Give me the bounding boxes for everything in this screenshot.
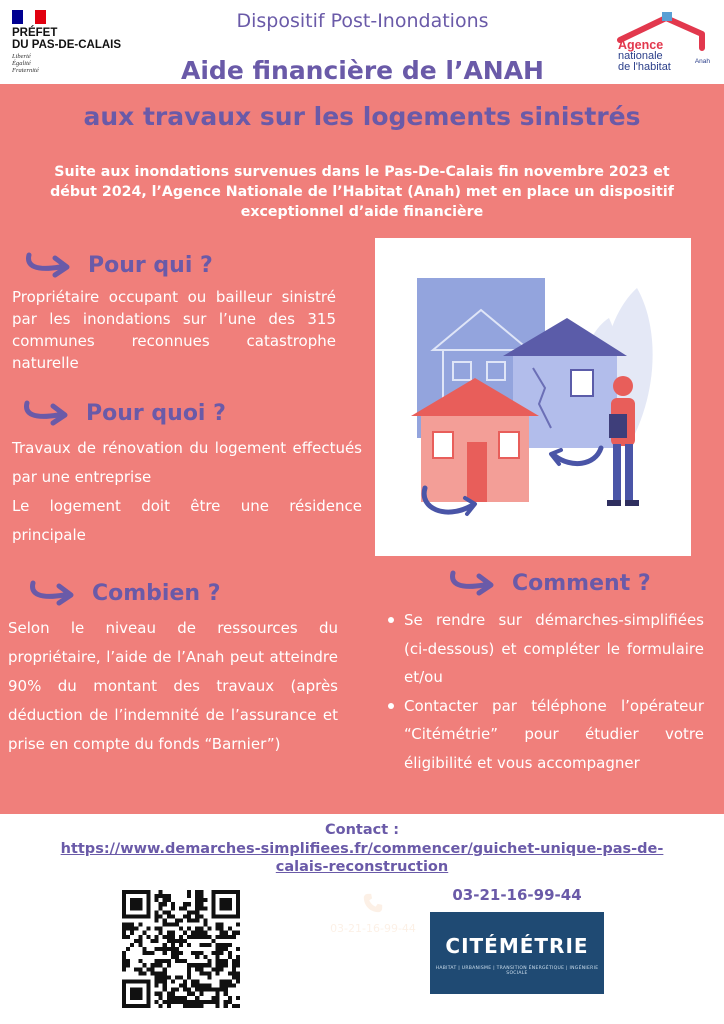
contact-url-link[interactable]: https://www.demarches-simplifiees.fr/commencer/guichet-unique-pas-de-calais-reconstruction	[60, 841, 664, 875]
main-title: Aide financière de l’ANAH	[181, 56, 544, 85]
curved-arrow-icon	[448, 570, 496, 596]
intro-text: Suite aux inondations survenues dans le Pas-De-Calais fin novembre 2023 et début 2024, l’Agence Nationale de l’Habitat (Anah) met en place un dispositif exceptionnel d’aide financière	[50, 164, 674, 220]
combien-text: Selon le niveau de ressources du propriétaire, l’aide de l’Anah peut atteindre 90% du montant des travaux (après déduction de l’indemnité de l’assurance et prise en compte du fonds “Barnier”)	[8, 619, 338, 753]
prefet-line: DU PAS-DE-CALAIS	[12, 39, 122, 51]
pour-qui-text: Propriétaire occupant ou bailleur sinistré par les inondations sur l’une des 315 communes reconnues catastrophe naturelle	[12, 288, 336, 372]
curved-arrow-icon	[22, 400, 70, 426]
devise: Liberté Égalité Fraternité	[12, 53, 39, 74]
pour-quoi-text	[12, 434, 362, 550]
citemetrie-name: CITÉMÉTRIE	[445, 934, 589, 958]
phone-icon	[362, 892, 384, 914]
section-title: Pour qui ?	[88, 252, 213, 278]
section-comment-heading	[448, 570, 651, 596]
anah-logo: Agence nationale de l'habitat Anah	[606, 12, 712, 82]
house-illustration	[375, 238, 691, 556]
contact-label: Contact :	[324, 822, 399, 838]
page-subtitle: Dispositif Post-Inondations	[236, 10, 489, 32]
section-title: Combien ?	[92, 580, 221, 606]
prefet-logo	[12, 10, 142, 74]
section-pour-quoi-heading	[22, 400, 226, 426]
phone-number[interactable]: 03-21-16-99-44	[452, 886, 582, 904]
citemetrie-logo	[430, 912, 604, 994]
list-item: Se rendre sur démarches-simplifiées (ci-dessous) et compléter le formulaire et/ou	[382, 606, 704, 692]
section-title: Pour quoi ?	[86, 400, 226, 426]
prefet-line: PRÉFET	[12, 27, 58, 39]
main-title-line2: aux travaux sur les logements sinistrés	[83, 102, 641, 131]
curved-arrow-icon	[24, 252, 72, 278]
pour-quoi-paragraph: Travaux de rénovation du logement effectués par une entreprise	[12, 439, 362, 486]
comment-list	[382, 606, 704, 777]
section-title: Comment ?	[512, 570, 651, 596]
house-renovation-illustration-icon	[375, 238, 691, 556]
section-combien-heading	[28, 580, 220, 606]
pour-quoi-paragraph: Le logement doit être une résidence principale	[12, 497, 362, 544]
qr-code[interactable]	[122, 890, 240, 1008]
tricolor-flag-icon	[12, 10, 46, 24]
section-pour-qui-heading	[24, 252, 213, 278]
citemetrie-tagline: HABITAT | URBANISME | TRANSITION ÉNERGÉTIQUE | INGÉNIERIE SOCIALE	[435, 966, 599, 976]
faded-phone-watermark: 03-21-16-99-44	[318, 892, 428, 935]
curved-arrow-icon	[28, 580, 76, 606]
list-item: Contacter par téléphone l’opérateur “Citémétrie” pour étudier votre éligibilité et vous accompagner	[382, 692, 704, 778]
